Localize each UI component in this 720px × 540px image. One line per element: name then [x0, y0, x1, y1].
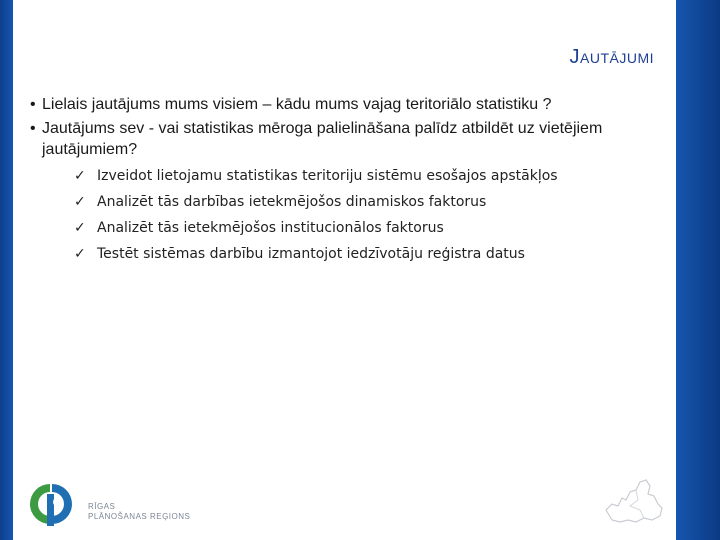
bullet-text: Jautājums sev - vai statistikas mēroga palielināšana palīdz atbildēt uz vietējiem jautājumiem? — [42, 120, 603, 158]
check-item-text: Analizēt tās darbības ietekmējošos dinamiskos faktorus — [97, 194, 487, 210]
check-mark-icon: ✓ — [74, 220, 86, 236]
slide-title: Jautājumi — [569, 46, 654, 68]
check-list-item — [74, 191, 558, 217]
check-item-text: Testēt sistēmas darbību izmantojot iedzīvotāju reģistra datus — [97, 246, 525, 262]
check-list — [74, 165, 558, 269]
check-mark-icon: ✓ — [74, 194, 86, 210]
check-mark-icon: ✓ — [74, 168, 86, 184]
check-list-item — [74, 243, 558, 269]
right-sidebar-bar — [676, 0, 720, 540]
logo-mark-icon — [30, 484, 72, 526]
bullet-dot-icon: • — [30, 120, 36, 137]
check-list-item — [74, 165, 558, 191]
bullet-item — [30, 94, 650, 115]
bullet-item — [30, 118, 650, 160]
check-item-text: Analizēt tās ietekmējošos institucionālos faktorus — [97, 220, 444, 236]
left-sidebar-bar — [0, 0, 13, 540]
logo-line-1: RĪGAS — [88, 502, 116, 511]
logo-line-2: PLĀNOŠANAS REĢIONS — [88, 512, 191, 521]
check-mark-icon: ✓ — [74, 246, 86, 262]
latvia-region-map-icon — [600, 470, 670, 526]
bullet-text: Lielais jautājums mums visiem – kādu mums vajag teritoriālo statistiku ? — [42, 96, 552, 113]
bullet-dot-icon: • — [30, 96, 36, 113]
check-item-text: Izveidot lietojamu statistikas teritoriju sistēmu esošajos apstākļos — [97, 168, 558, 184]
logo-text — [88, 502, 190, 522]
bullet-list — [30, 94, 650, 163]
check-list-item — [74, 217, 558, 243]
